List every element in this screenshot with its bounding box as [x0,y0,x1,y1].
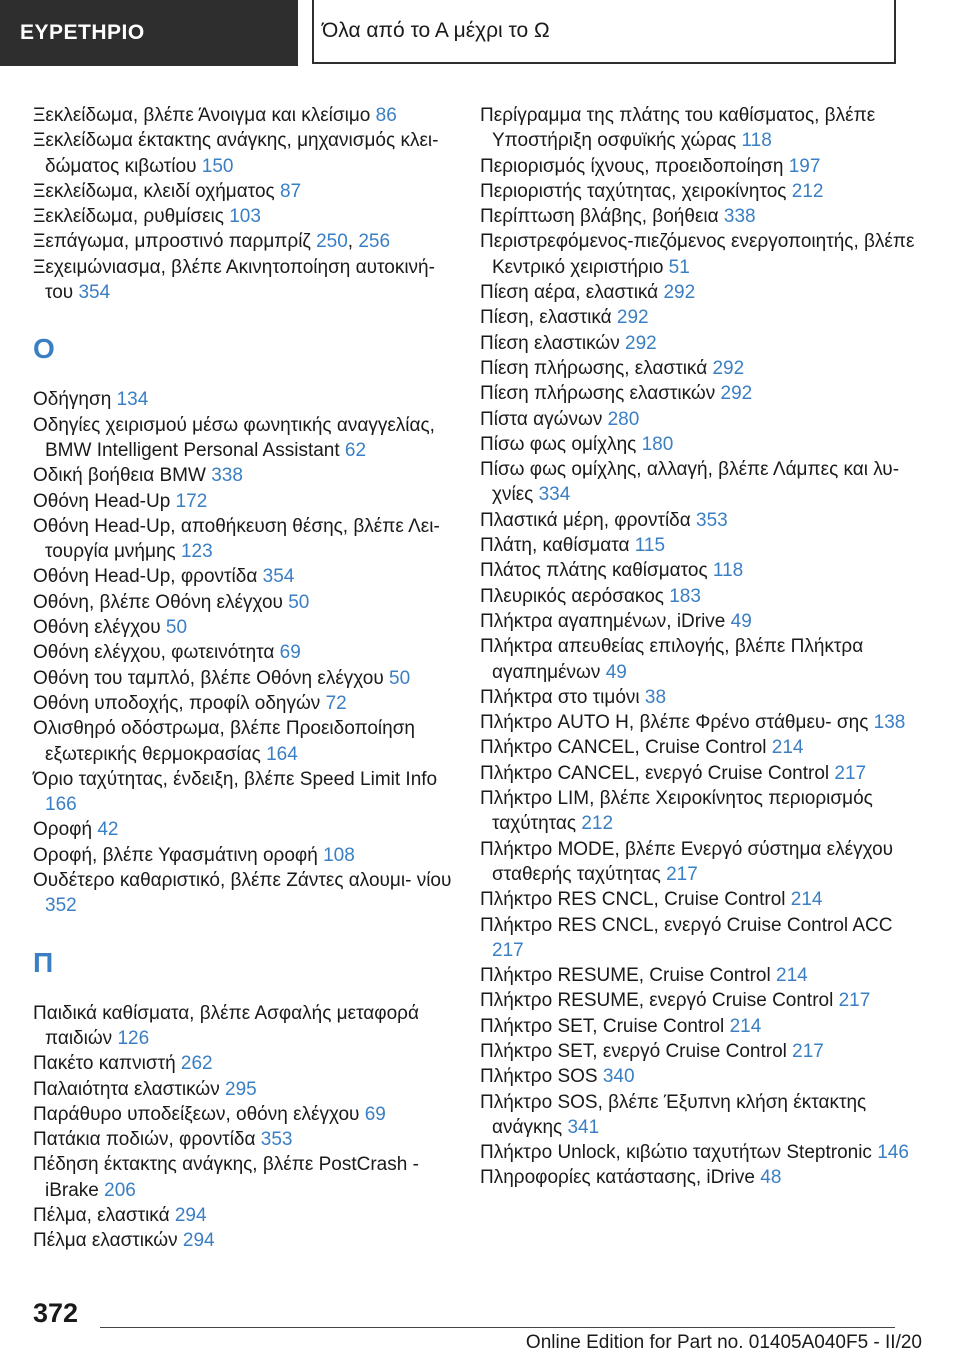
index-entry [480,887,925,912]
page-reference-link[interactable]: 62 [344,439,367,461]
index-entry-text: Οθόνη ελέγχου [33,617,166,639]
page-reference-link[interactable]: 354 [78,282,111,304]
page-reference-link[interactable]: 164 [266,743,298,765]
page-reference-link[interactable]: 217 [666,863,698,885]
index-entry-text: Πίστα αγώνων [480,408,608,430]
index-entry [33,204,463,229]
index-entry [33,767,463,818]
index-entry-text: Πλήκτρο SOS [480,1066,603,1088]
index-entry-text: Παλαιότητα ελαστικών [33,1078,225,1100]
index-entry [480,305,925,330]
index-entry [33,1001,463,1052]
index-entry-text: Πλήκτρο RES CNCL, Cruise Control [480,889,791,911]
index-entry-text: Πλήκτρο Unlock, κιβώτιο ταχυτήτων Steptronic [480,1142,878,1164]
index-entry-text: Πλάτη, καθίσματα [480,535,635,557]
index-entry [480,558,925,583]
index-letter-heading: Ο [33,333,55,365]
page-reference-link[interactable]: 118 [712,560,744,582]
index-entry [480,1090,925,1141]
index-entry-text: Οροφή, βλέπε Υφασμάτινη οροφή [33,844,324,866]
index-entry [480,1064,925,1089]
index-entry [33,691,463,716]
index-entry-text: Πίεση, ελαστικά [480,307,617,329]
index-entry [33,179,463,204]
index-entry [33,1051,463,1076]
page-reference-link[interactable]: 354 [262,566,295,588]
index-entry-text: Περίγραμμα της πλάτης του καθίσματος, βλέπε Υποστήριξη οσφυϊκής χώρας [480,105,876,152]
page-reference-link[interactable]: 49 [730,610,752,632]
index-entry [33,255,463,306]
page-reference-link[interactable]: 294 [174,1204,207,1226]
page-reference-link[interactable]: 150 [201,155,234,177]
index-entry-text: Περιοριστής ταχύτητας, χειροκίνητος [480,180,792,202]
page-reference-link[interactable]: 214 [771,737,804,759]
page-reference-link[interactable]: 214 [776,965,808,987]
page-reference-link[interactable]: 123 [180,541,213,563]
index-entry-text: Πατάκια ποδιών, φροντίδα [33,1129,261,1151]
index-entry [480,1140,925,1165]
index-entry [480,735,925,760]
section-subtitle: Όλα από το Α μέχρι το Ω [312,0,896,64]
index-entry-text: Ξεπάγωμα, μπροστινό παρμπρίζ [33,231,317,253]
index-entry-text: Πίσω φως ομίχλης [480,433,642,455]
page-reference-link[interactable]: 292 [625,332,657,354]
index-entry-text: Οθόνη ελέγχου, φωτεινότητα [33,642,280,664]
index-entry [480,1165,925,1190]
index-entry-text: Οθόνη υποδοχής, προφίλ οδηγών [33,692,326,714]
index-column-right [480,103,925,1191]
index-entry [33,514,463,565]
page-reference-link[interactable]: 262 [180,1053,213,1075]
page-reference-link[interactable]: 103 [229,206,261,228]
index-entry-text: Οροφή [33,819,98,841]
index-entry [33,413,463,464]
index-entry-text: Πλήκτρα αγαπημένων, iDrive [480,610,731,632]
page-reference-link[interactable]: 69 [364,1103,386,1125]
page-reference-link[interactable]: 292 [616,307,649,329]
index-entry-text: Πλαστικά μέρη, φροντίδα [480,509,697,531]
page-reference-link[interactable]: 352 [45,895,77,917]
index-entry-text: Πλήκτρο SET, Cruise Control [480,1015,730,1037]
page-reference-link[interactable]: 115 [634,535,666,557]
page-reference-link[interactable]: 146 [877,1142,909,1164]
index-entry [33,666,463,691]
index-entry [33,640,463,665]
page-reference-link[interactable]: 50 [288,591,310,613]
page-reference-link[interactable]: 340 [602,1066,635,1088]
page-reference-link[interactable]: 50 [165,617,188,639]
page-reference-link[interactable]: 48 [760,1167,782,1189]
index-entry [480,837,925,888]
page-reference-link[interactable]: 212 [581,813,614,835]
page-reference-link[interactable]: 42 [97,819,119,841]
page-reference-link[interactable]: 217 [838,990,871,1012]
index-entry [480,533,925,558]
index-entry-text: Οθόνη Head-Up, φροντίδα [33,566,263,588]
index-entry [33,128,463,179]
index-entry [480,204,925,229]
index-entry [480,407,925,432]
index-entry [33,817,463,842]
index-entry [33,716,463,767]
index-entry-text: Ξεχειμώνιασμα, βλέπε Ακινητοποίηση αυτοκινή‐ του [33,256,435,304]
index-entry-text: Οθόνη Head-Up [33,490,176,512]
page-reference-link[interactable]: 72 [325,692,347,714]
index-entry [33,1102,463,1127]
page-reference-link[interactable]: 197 [788,155,821,177]
index-entry-text: Πληροφορίες κατάστασης, iDrive [480,1167,761,1189]
index-letter-heading: Π [33,946,54,978]
index-entry-text: Ξεκλείδωμα, βλέπε Άνοιγμα και κλείσιμο [33,105,376,126]
page-number: 372 [33,1298,79,1328]
index-entry [33,463,463,488]
index-entry-text: Πίεση πλήρωσης, ελαστικά [480,357,713,379]
index-entry [480,1014,925,1039]
index-entry-text: Ολισθηρό οδόστρωμα, βλέπε Προειδοποίηση εξωτερικής θερμοκρασίας [33,718,415,765]
page-reference-link[interactable]: 341 [567,1116,600,1138]
index-entry-text: Πλήκτρο CANCEL, Cruise Control [480,737,772,759]
page-reference-link[interactable]: 108 [323,844,355,866]
index-entry [480,710,925,735]
page-reference-link[interactable]: 256 [358,231,391,253]
page-reference-link[interactable]: 86 [375,105,397,126]
index-entry-text: Πέλμα, ελαστικά [33,1204,175,1226]
index-entry [480,584,925,609]
index-entry [33,1127,463,1152]
index-entry [33,1228,463,1253]
index-entry [480,913,925,964]
index-entry [480,988,925,1013]
index-entry-text: Ξεκλείδωμα, κλειδί οχήματος [33,180,280,202]
page-reference-link[interactable]: 38 [644,686,667,708]
index-entry-text: Περιστρεφόμενος-πιεζόμενος ενεργοποιητής, βλέπε Κεντρικό χειριστήριο [480,231,915,278]
page-reference-link[interactable]: 295 [225,1078,257,1100]
index-entry [480,685,925,710]
index-entry-text: Πέλμα ελαστικών [33,1230,183,1252]
index-entry-text: Πλήκτρο LIM, βλέπε Χειροκίνητος περιορισμός ταχύτητας [480,788,873,835]
index-entry [480,103,925,154]
page-reference-link[interactable]: 292 [663,282,696,304]
index-entry-text: Πλήκτρο RESUME, Cruise Control [480,965,777,987]
page-reference-link[interactable]: 250 [316,231,348,253]
page-reference-link[interactable]: 338 [211,465,243,487]
index-entry [33,1203,463,1228]
index-entry-text: Πλήκτρο CANCEL, ενεργό Cruise Control [480,762,835,784]
index-entry [480,356,925,381]
index-entry-text: Οθόνη του ταμπλό, βλέπε Οθόνη ελέγχου [33,667,389,689]
index-entry-text: Πίεση ελαστικών [480,332,625,354]
index-entry-text: Οθόνη, βλέπε Οθόνη ελέγχου [33,591,289,613]
index-entry-text: Πλήκτρο RESUME, ενεργό Cruise Control [480,990,839,1012]
index-entry-text: Πλήκτρο SET, ενεργό Cruise Control [480,1040,793,1062]
index-entry [480,1039,925,1064]
index-entry-text: Πίσω φως ομίχλης, αλλαγή, βλέπε Λάμπες και λυ‐ χνίες [480,459,900,506]
index-entry-text: Πίεση πλήρωσης ελαστικών [480,383,721,405]
index-entry [33,843,463,868]
page-reference-link[interactable]: 338 [723,206,756,228]
page-header [0,0,960,66]
index-entry [480,331,925,356]
page-reference-link[interactable]: 49 [605,661,627,683]
page-reference-link[interactable]: 292 [712,357,745,379]
page-reference-link[interactable]: 134 [116,389,149,411]
index-entry [33,564,463,589]
footer-rule [100,1327,895,1328]
index-entry [33,615,463,640]
index-entry-text: Πλήκτρα απευθείας επιλογής, βλέπε Πλήκτρα αγαπημένων [480,636,864,683]
page-reference-link[interactable]: 214 [790,889,823,911]
index-entry [33,387,463,412]
index-entry [33,103,463,128]
index-entry-text: Πλάτος πλάτης καθίσματος [480,560,713,582]
index-entry-text: Οθόνη Head-Up, αποθήκευση θέσης, βλέπε Λει‐ τουργία μνήμης [33,515,440,563]
index-entry [480,609,925,634]
index-entry-text: Πακέτο καπνιστή [33,1053,181,1075]
index-entry-text: Ουδέτερο καθαριστικό, βλέπε Ζάντες αλουμι‐ νίου [33,870,452,892]
index-entry [33,868,463,919]
page-reference-link[interactable]: 217 [492,939,524,961]
page-reference-link[interactable]: 126 [117,1027,150,1049]
page-reference-link[interactable]: 206 [104,1179,136,1201]
index-entry [480,229,925,280]
page-reference-link[interactable]: 180 [641,433,674,455]
index-entry-text: Πλήκτρα στο τιμόνι [480,686,645,708]
index-entry-text: Πλήκτρο SOS, βλέπε Έξυπνη κλήση έκτακτης ανάγκης [480,1091,867,1138]
page-reference-link[interactable]: 353 [696,509,728,531]
index-entry-text: Ξεκλείδωμα έκτακτης ανάγκης, μηχανισμός κλει‐ δώματος κιβωτίου [33,130,439,177]
page-reference-link[interactable]: 217 [792,1040,824,1062]
page-reference-link[interactable]: 50 [389,667,411,689]
index-entry-text: Οδηγίες χειρισμού μέσω φωνητικής αναγγελίας, BMW Intelligent Personal Assistant [33,414,435,461]
index-entry-text: Πίεση αέρα, ελαστικά [480,282,664,304]
index-entry [33,590,463,615]
page-reference-link[interactable]: 280 [607,408,640,430]
page-reference-link[interactable]: 69 [279,642,301,664]
index-entry [480,457,925,508]
page-reference-link[interactable]: 353 [260,1129,293,1151]
index-entry [480,634,925,685]
index-entry-text: Παράθυρο υποδείξεων, οθόνη ελέγχου [33,1103,365,1125]
index-entry [480,508,925,533]
index-entry [33,1077,463,1102]
index-entry-text: Οδική βοήθεια BMW [33,465,212,487]
index-entry-text: Παιδικά καθίσματα, βλέπε Ασφαλής μεταφορά παιδιών [33,1002,419,1049]
index-entry [480,179,925,204]
index-entry-text: Πλευρικός αερόσακος [480,585,670,607]
index-entry [480,432,925,457]
index-entry [33,489,463,514]
index-entry [480,154,925,179]
index-entry-text: Πλήκτρο MODE, βλέπε Ενεργό σύστημα ελέγχου σταθερής ταχύτητας [480,838,894,885]
section-tab: ΕΥΡΕΤΗΡΙΟ [0,0,298,66]
page-reference-link[interactable]: 292 [720,383,753,405]
page-reference-link[interactable]: 138 [873,712,906,734]
index-entry-text: Όριο ταχύτητας, ένδειξη, βλέπε Speed Limit Info [33,768,438,790]
index-entry-text: Περιορισμός ίχνους, προειδοποίηση [480,155,789,177]
page-reference-link[interactable]: 212 [791,180,824,202]
page-reference-link[interactable]: 51 [668,256,690,278]
page-reference-link[interactable]: 172 [175,490,208,512]
index-entry-text: Πλήκτρο RES CNCL, ενεργό Cruise Control ACC [480,914,893,936]
index-entry: Ξεπάγωμα, μπροστινό παρμπρίζ 250, 256 [33,231,391,253]
page-reference-link[interactable]: 294 [182,1230,215,1252]
page-reference-link[interactable]: 334 [538,484,571,506]
page-reference-link[interactable]: 87 [279,180,302,202]
index-entry-text: Πέδηση έκτακτης ανάγκης, βλέπε PostCrash - iBrake [33,1154,419,1201]
page-reference-link[interactable]: 166 [45,794,77,816]
index-entry [480,963,925,988]
index-entry-text: Ξεκλείδωμα, ρυθμίσεις [33,206,230,228]
index-entry-text: Πλήκτρο AUTO H, βλέπε Φρένο στάθμευ‐ σης [480,712,874,734]
page-reference-link[interactable]: 118 [741,130,772,152]
index-entry-text: Οδήγηση [33,389,117,411]
index-entry [480,381,925,406]
index-entry [480,786,925,837]
index-column-left [33,103,463,1254]
index-entry-text: Περίπτωση βλάβης, βοήθεια [480,206,724,228]
page-reference-link[interactable]: 183 [669,585,701,607]
page-reference-link[interactable]: 217 [834,762,867,784]
page-reference-link[interactable]: 214 [729,1015,762,1037]
index-entry [480,280,925,305]
index-entry [33,1152,463,1203]
footer-edition: Online Edition for Part no. 01405A040F5 - II/20 [525,1332,922,1353]
index-entry [480,761,925,786]
